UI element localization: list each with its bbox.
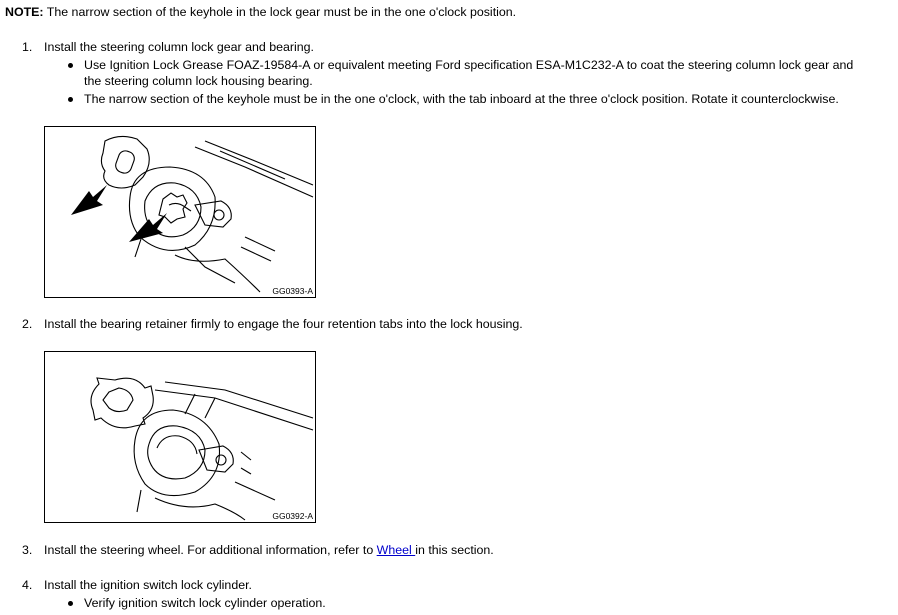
figure-code: GG0393-A — [272, 286, 313, 296]
wheel-link[interactable]: Wheel — [376, 543, 416, 557]
note-label: NOTE: — [5, 5, 44, 19]
step-4-bullet-1: Verify ignition switch lock cylinder operation. — [84, 596, 326, 610]
step-4-text: Install the ignition switch lock cylinder. — [44, 578, 252, 592]
step-1-bullet-1-cont: the steering column lock housing bearing. — [84, 74, 313, 88]
bullet-icon — [68, 63, 73, 68]
figure-lock-gear-illustration — [44, 126, 316, 298]
figure-code: GG0392-A — [272, 511, 313, 521]
step-1-bullet-1: Use Ignition Lock Grease FOAZ-19584-A or equivalent meeting Ford specification ESA-M1C232-A to coat the steering column lock gear and — [84, 58, 854, 72]
lock-gear-drawing — [45, 127, 315, 297]
step-2-text: Install the bearing retainer firmly to engage the four retention tabs into the lock housing. — [44, 317, 523, 331]
figure-bearing-retainer-illustration — [44, 351, 316, 523]
step-1-text: Install the steering column lock gear and bearing. — [44, 40, 314, 54]
step-4-number: 4. — [22, 578, 33, 592]
step-2-number: 2. — [22, 317, 33, 331]
note — [5, 4, 516, 20]
note-text: The narrow section of the keyhole in the lock gear must be in the one o'clock position. — [43, 5, 517, 19]
step-3-text-before: Install the steering wheel. For additional information, refer to — [44, 543, 377, 557]
step-3-number: 3. — [22, 543, 33, 557]
step-1-number: 1. — [22, 40, 33, 54]
bullet-icon — [68, 97, 73, 102]
step-1-bullet-2: The narrow section of the keyhole must be in the one o'clock, with the tab inboard at the three o'clock position. Rotate it counterclockwise. — [84, 92, 839, 106]
bullet-icon — [68, 601, 73, 606]
bearing-retainer-drawing — [45, 352, 315, 522]
step-3-text-after: in this section. — [415, 543, 494, 557]
step-3-text — [44, 542, 494, 558]
